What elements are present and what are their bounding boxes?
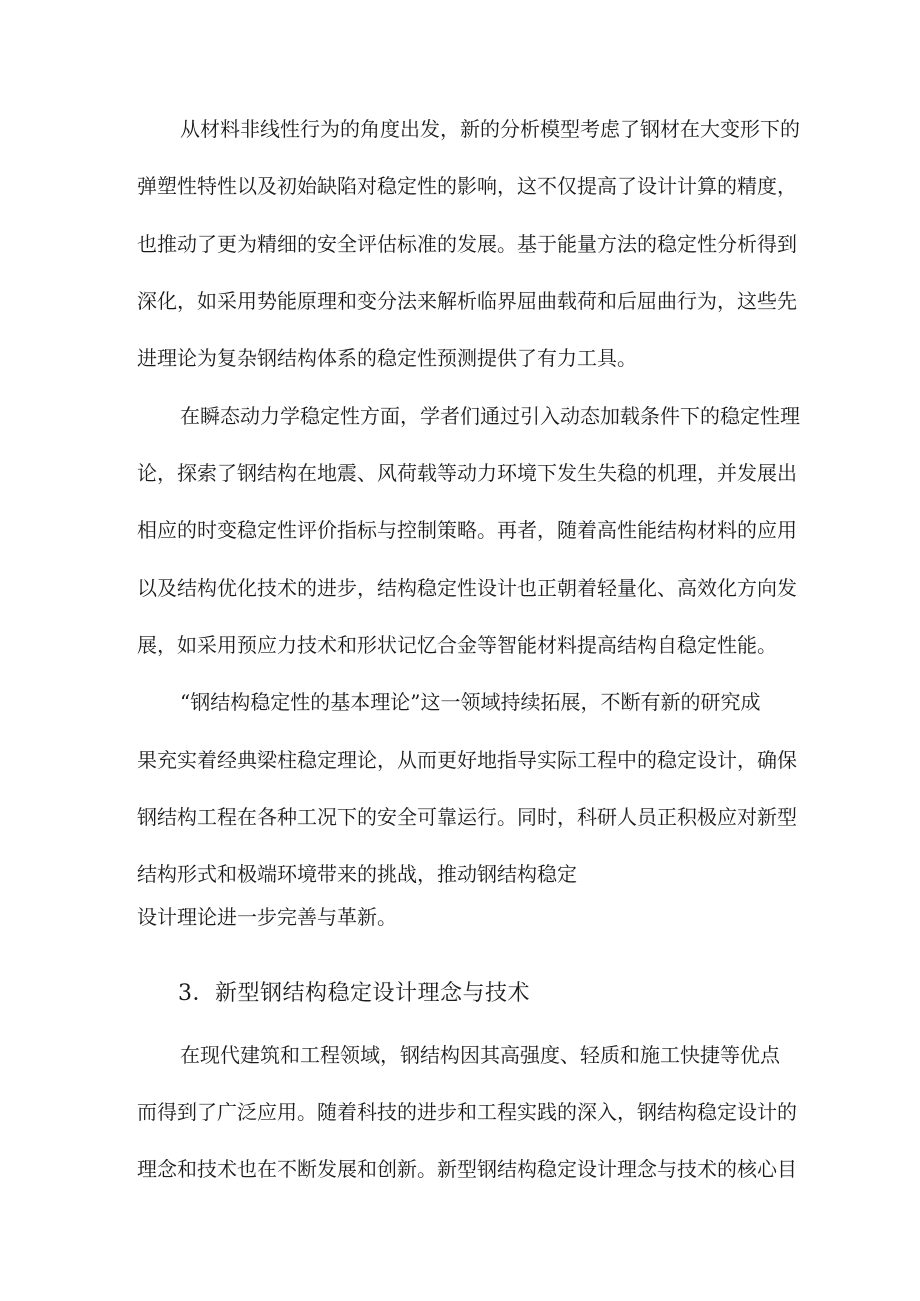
paragraph-line: 钢结构工程在各种工况下的安全可靠运行。同时，科研人员正积极应对新型 [137,805,797,829]
section-heading: 3．新型钢结构稳定设计理念与技术 [178,981,530,1006]
paragraph-line: 弹塑性特性以及初始缺陷对稳定性的影响，这不仅提高了设计计算的精度， [137,174,797,198]
paragraph-line: 也推动了更为精细的安全评估标准的发展。基于能量方法的稳定性分析得到 [137,232,797,256]
paragraph-line: 论，探索了钢结构在地震、风荷载等动力环境下发生失稳的机理，并发展出 [137,461,797,485]
paragraph-line: 设计理论进一步完善与革新。 [137,905,397,929]
paragraph-line: “钢结构稳定性的基本理论”这一领域持续拓展，不断有新的研究成 [180,690,761,714]
paragraph-line: 展，如采用预应力技术和形状记忆合金等智能材料提高结构自稳定性能。 [137,633,777,657]
paragraph-line: 果充实着经典梁柱稳定理论，从而更好地指导实际工程中的稳定设计，确保 [137,748,797,772]
paragraph-line: 结构形式和极端环境带来的挑战，推动钢结构稳定 [137,862,577,886]
paragraph-line: 在瞬态动力学稳定性方面，学者们通过引入动态加载条件下的稳定性理 [180,404,800,428]
paragraph-line: 进理论为复杂钢结构体系的稳定性预测提供了有力工具。 [137,346,637,370]
paragraph-line: 在现代建筑和工程领域，钢结构因其高强度、轻质和施工快捷等优点 [180,1043,780,1067]
paragraph-line: 而得到了广泛应用。随着科技的进步和工程实践的深入，钢结构稳定设计的 [137,1100,797,1124]
paragraph-line: 理念和技术也在不断发展和创新。新型钢结构稳定设计理念与技术的核心目 [137,1157,797,1181]
paragraph-line: 从材料非线性行为的角度出发，新的分析模型考虑了钢材在大变形下的 [180,117,800,141]
paragraph-line: 以及结构优化技术的进步，结构稳定性设计也正朝着轻量化、高效化方向发 [137,576,797,600]
paragraph-line: 深化，如采用势能原理和变分法来解析临界屈曲载荷和后屈曲行为，这些先 [137,289,797,313]
paragraph-line: 相应的时变稳定性评价指标与控制策略。再者，随着高性能结构材料的应用 [137,518,797,542]
